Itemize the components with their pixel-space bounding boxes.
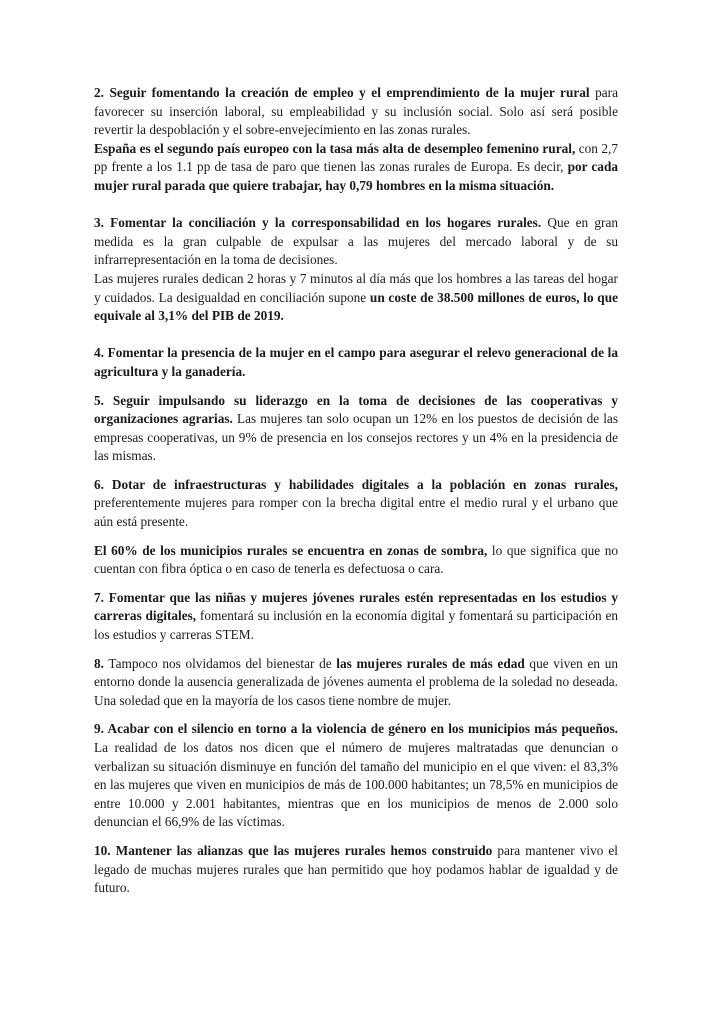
- shadow-zones-paragraph: [94, 542, 618, 579]
- point-3-text: Que en gran medida es la gran culpable de expulsar a las mujeres del mercado laboral y de su infrarrepresentación en la toma de decisiones.: [94, 215, 618, 268]
- point-5-text: Las mujeres tan solo ocupan un 12% en los puestos de decisión de las empresas cooperativas, un 9% de presencia en los consejos rectores y un 4% en la presidencia de las mismas.: [94, 411, 618, 464]
- point-2-data-text: con 2,7 pp frente a los 1.1 pp de tasa de paro que tienen las zonas rurales de Europa. Es decir,: [94, 140, 618, 175]
- point-8-text-1: Tampoco nos olvidamos del bienestar de: [103, 655, 337, 671]
- point-3-data-text: Las mujeres rurales dedican 2 horas y 7 minutos al día más que los hombres a las tareas del hogar y cuidados. La desigualdad en conciliación supone: [94, 270, 618, 305]
- point-6-heading: 6. Dotar de infraestructuras y habilidades digitales a la población en zonas rurales,: [94, 476, 618, 492]
- point-9-heading: 9. Acabar con el silencio en torno a la violencia de género en los municipios más pequeños.: [94, 721, 618, 737]
- point-10: [94, 842, 618, 898]
- shadow-zones-text: lo que significa que no cuentan con fibra óptica o en caso de tenerla es defectuosa o cara.: [94, 542, 619, 577]
- point-7-heading: 7. Fomentar que las niñas y mujeres jóvenes rurales estén representadas en los estudios y carreras digitales,: [94, 589, 618, 624]
- point-2-text: para favorecer su inserción laboral, su empleabilidad y su inclusión social. Solo así será posible revertir la despoblación y el sobre-envejecimiento en las zonas rurales.: [94, 85, 618, 138]
- point-8-text-2: que viven en un entorno donde la ausencia generalizada de jóvenes aumenta el problema de la soledad no deseada. Una soledad que en la mayoría de los casos tiene nombre de mujer.: [94, 655, 618, 708]
- point-10-heading: 10. Mantener las alianzas que las mujeres rurales hemos construido: [94, 842, 493, 858]
- shadow-zones-bold: El 60% de los municipios rurales se encuentra en zonas de sombra,: [94, 542, 488, 558]
- point-7-text: fomentará su inclusión en la economía digital y fomentará su participación en los estudios y carreras STEM.: [94, 608, 618, 643]
- point-5: [94, 392, 618, 466]
- point-2-data: [94, 140, 618, 196]
- point-2-heading: 2. Seguir fomentando la creación de empleo y el emprendimiento de la mujer rural: [94, 85, 590, 100]
- point-9: [94, 720, 618, 832]
- point-8: [94, 655, 618, 711]
- point-8-bold: las mujeres rurales de más edad: [336, 655, 525, 671]
- point-5-heading: 5. Seguir impulsando su liderazgo en la toma de decisiones de las cooperativas y organizaciones agrarias.: [94, 392, 618, 427]
- point-8-number: 8.: [94, 655, 104, 671]
- point-6-text: preferentemente mujeres para romper con la brecha digital entre el medio rural y el urbano que aún está presente.: [94, 495, 618, 530]
- point-3-data: [94, 270, 618, 326]
- point-6: [94, 476, 618, 532]
- point-2-data-bold-2: por cada mujer rural parada que quiere trabajar, hay 0,79 hombres en la misma situación.: [94, 159, 619, 193]
- point-7: [94, 589, 618, 645]
- point-10-text: para mantener vivo el legado de muchas mujeres rurales que han permitido que hoy podamos hablar de igualdad y de futuro.: [94, 842, 618, 896]
- point-3-data-bold: un coste de 38.500 millones de euros, lo que equivale al 3,1% del PIB de 2019.: [94, 289, 618, 324]
- point-2-data-bold-1: España es el segundo país europeo con la tasa más alta de desempleo femenino rural,: [94, 140, 576, 156]
- point-9-text: La realidad de los datos nos dicen que el número de mujeres maltratadas que denuncian o verbalizan su situación disminuye en función del tamaño del municipio en el que viven: el 83,3% en las mujeres que viven en municipios de más de 100.000 habitantes; un 78,5% en municipios de entre 10.000 y 2.001 habitantes, mientras que en los municipios de menos de 2.000 solo denuncian el 66,9% de las víctimas.: [94, 740, 618, 830]
- point-3-intro: [94, 214, 618, 270]
- point-2-intro: [94, 84, 618, 140]
- point-4-heading: 4. Fomentar la presencia de la mujer en el campo para asegurar el relevo generacional de la agricultura y la ganadería.: [94, 345, 618, 379]
- point-4: [94, 344, 618, 381]
- point-3-heading: 3. Fomentar la conciliación y la corresponsabilidad en los hogares rurales.: [94, 215, 542, 231]
